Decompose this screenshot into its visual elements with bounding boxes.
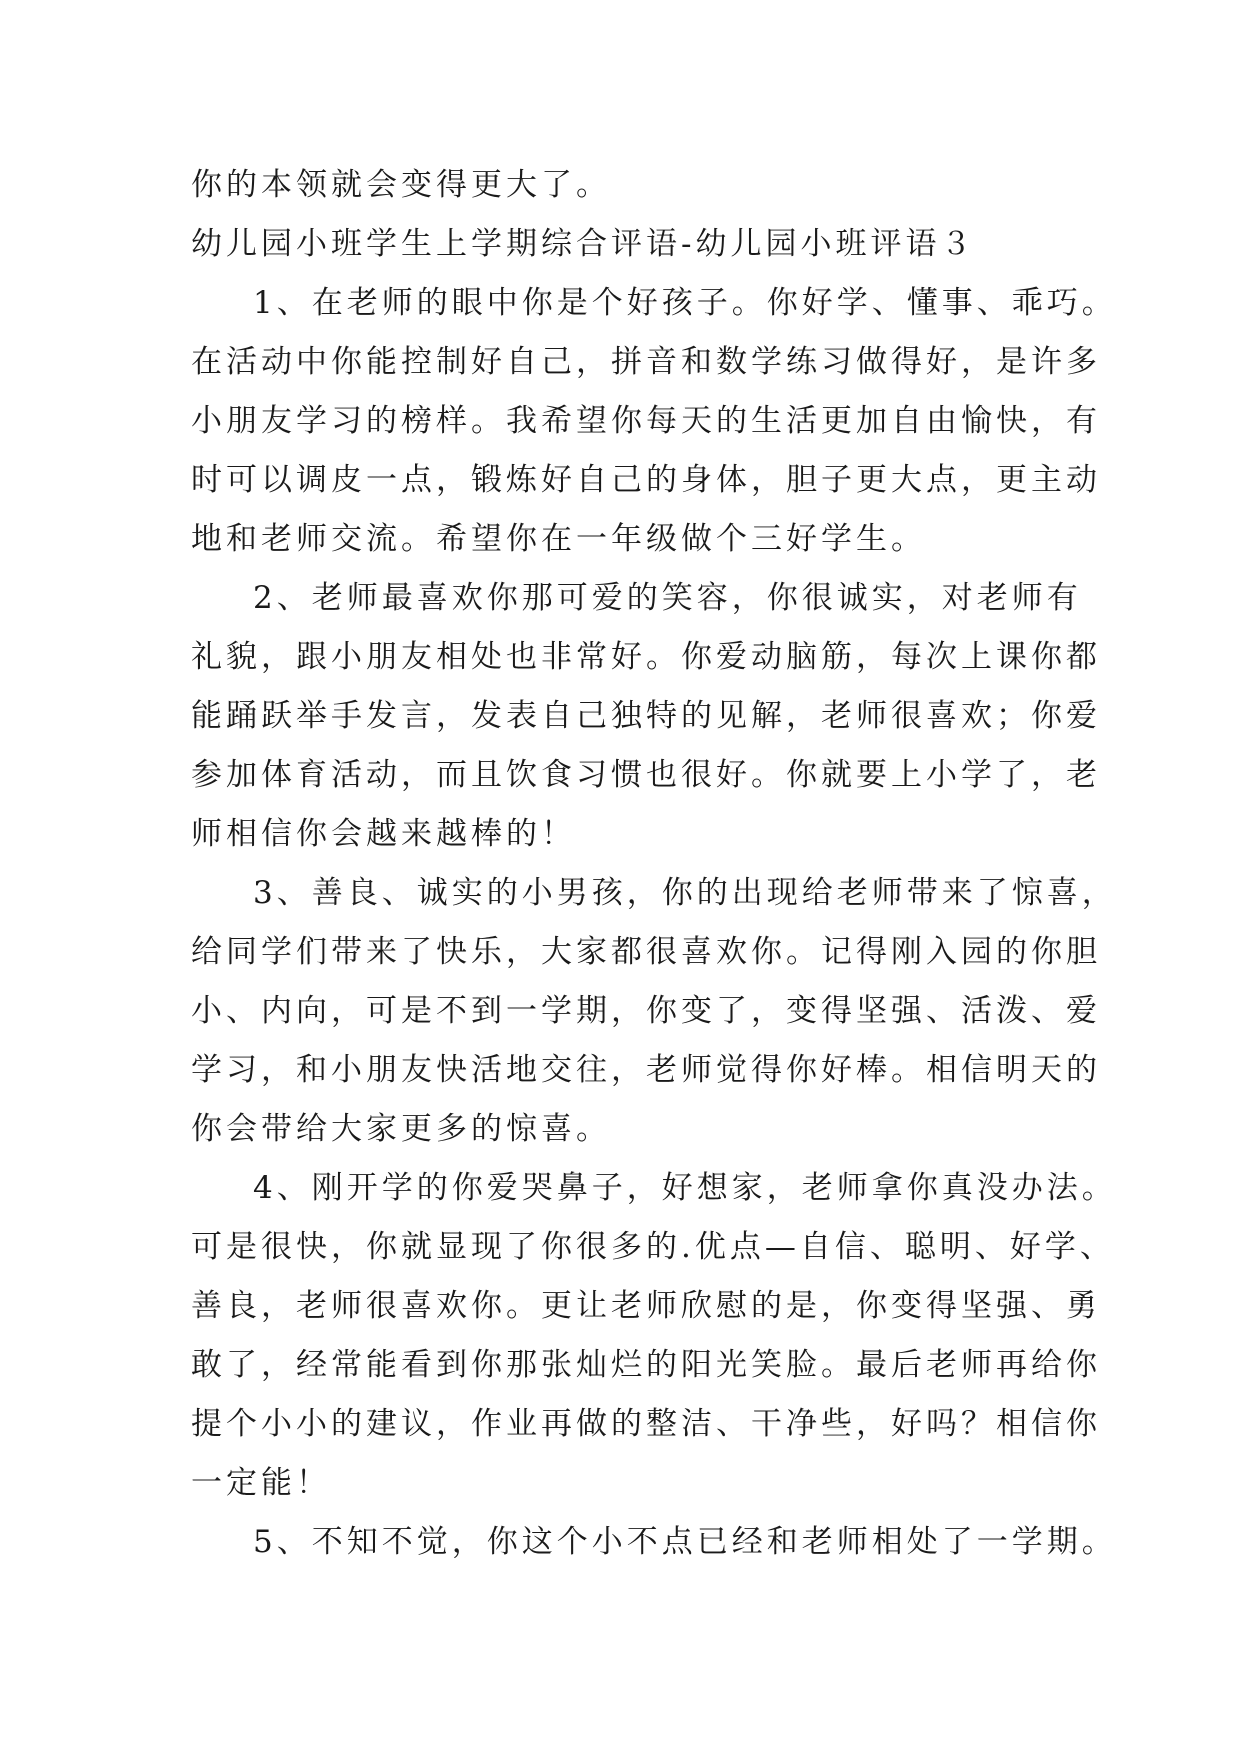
paragraph-2 bbox=[191, 569, 1101, 864]
text-line: 2、老师最喜欢你那可爱的笑容，你很诚实，对老师有 bbox=[253, 580, 1082, 616]
text-line: 师相信你会越来越棒的！ bbox=[191, 816, 576, 852]
text-line: 5、不知不觉，你这个小不点已经和老师相处了一学期。 bbox=[253, 1524, 1117, 1560]
text-line: 给同学们带来了快乐，大家都很喜欢你。记得刚入园的你胆 bbox=[191, 934, 1101, 970]
text-line: 你会带给大家更多的惊喜。 bbox=[191, 1111, 611, 1147]
text-line: 4、刚开学的你爱哭鼻子，好想家，老师拿你真没办法。 bbox=[253, 1170, 1117, 1206]
text-line: 学习，和小朋友快活地交往，老师觉得你好棒。相信明天的 bbox=[191, 1052, 1101, 1088]
section-heading: 幼儿园小班学生上学期综合评语-幼儿园小班评语３ bbox=[191, 226, 976, 262]
text-line: 参加体育活动，而且饮食习惯也很好。你就要上小学了，老 bbox=[191, 757, 1101, 793]
text-line: 一定能！ bbox=[191, 1465, 331, 1501]
paragraph-5 bbox=[191, 1513, 1117, 1572]
text-line: 小朋友学习的榜样。我希望你每天的生活更加自由愉快，有 bbox=[191, 403, 1101, 439]
text-line: 时可以调皮一点，锻炼好自己的身体，胆子更大点，更主动 bbox=[191, 462, 1101, 498]
text-line: 在活动中你能控制好自己，拼音和数学练习做得好，是许多 bbox=[191, 344, 1101, 380]
text-line: 可是很快，你就显现了你很多的.优点—自信、聪明、好学、 bbox=[191, 1229, 1115, 1265]
paragraph-1 bbox=[191, 274, 1117, 569]
text-line: 小、内向，可是不到一学期，你变了，变得坚强、活泼、爱 bbox=[191, 993, 1101, 1029]
text-line: 地和老师交流。希望你在一年级做个三好学生。 bbox=[191, 521, 926, 557]
paragraph-4 bbox=[191, 1159, 1117, 1513]
text-line: 礼貌，跟小朋友相处也非常好。你爱动脑筋，每次上课你都 bbox=[191, 639, 1101, 675]
text-line: 能踊跃举手发言，发表自己独特的见解，老师很喜欢；你爱 bbox=[191, 698, 1101, 734]
text-line: 3、善良、诚实的小男孩，你的出现给老师带来了惊喜， bbox=[253, 875, 1117, 911]
document-page bbox=[191, 156, 1117, 1572]
paragraph-3 bbox=[191, 864, 1117, 1159]
text-line: 你的本领就会变得更大了。 bbox=[191, 167, 611, 203]
text-line: 敢了，经常能看到你那张灿烂的阳光笑脸。最后老师再给你 bbox=[191, 1347, 1101, 1383]
text-line: 提个小小的建议，作业再做的整洁、干净些，好吗？相信你 bbox=[191, 1406, 1101, 1442]
text-line: 1、在老师的眼中你是个好孩子。你好学、懂事、乖巧。 bbox=[253, 285, 1117, 321]
text-line: 善良，老师很喜欢你。更让老师欣慰的是，你变得坚强、勇 bbox=[191, 1288, 1101, 1324]
